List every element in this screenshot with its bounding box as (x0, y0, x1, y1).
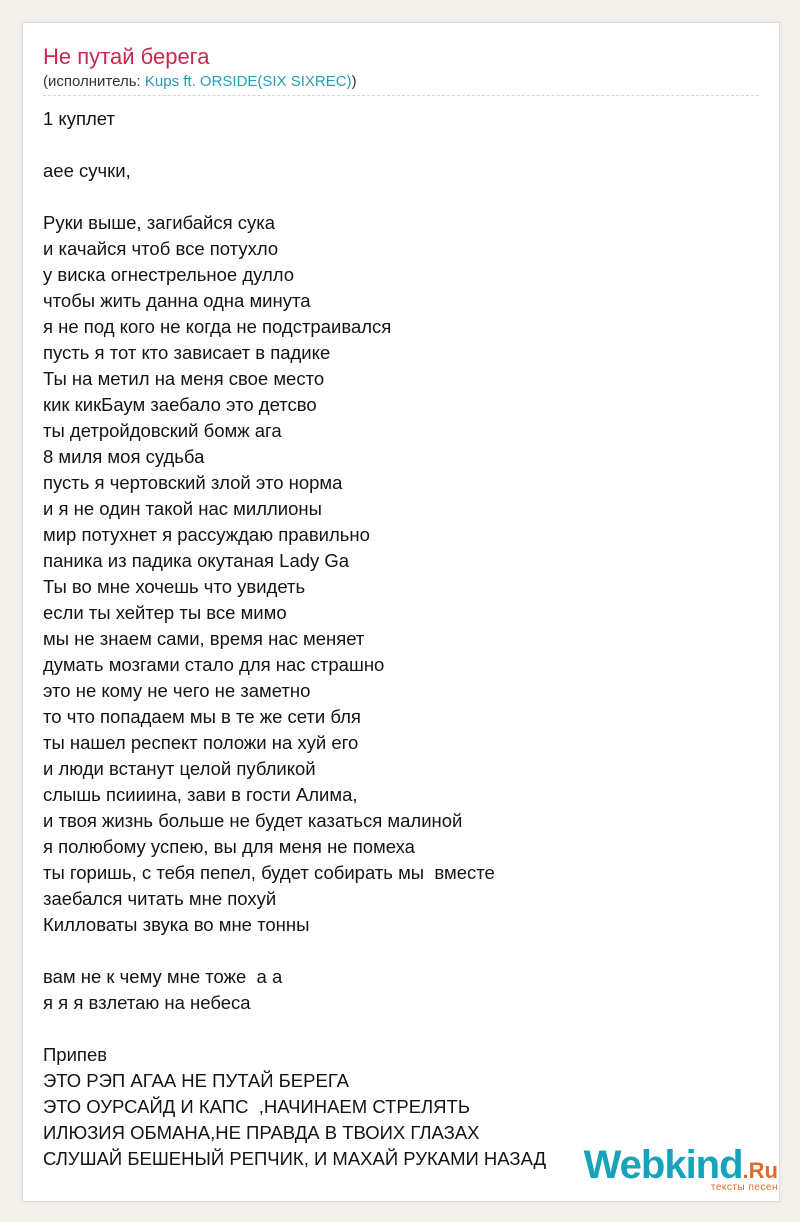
lyric-line: ИЛЮЗИЯ ОБМАНА,НЕ ПРАВДА В ТВОИХ ГЛАЗАХ (43, 1122, 480, 1143)
lyric-line: я я я взлетаю на небеса (43, 992, 251, 1013)
webkind-logo[interactable] (583, 1143, 778, 1193)
song-title: Не путай берега (43, 44, 210, 69)
lyric-line: слышь псииина, зави в гости Алима, (43, 784, 358, 805)
lyric-line: пусть я чертовский злой это норма (43, 472, 343, 493)
lyric-line: Припев (43, 1044, 108, 1065)
lyric-line: чтобы жить данна одна минута (43, 290, 311, 311)
lyrics-text (43, 106, 763, 1172)
artist-link[interactable]: Kups ft. ORSIDE(SIX SIXREC) (144, 73, 352, 90)
lyric-line: пусть я тот кто зависает в падике (43, 342, 331, 363)
lyric-line: Килловаты звука во мне тонны (43, 914, 310, 935)
artist-suffix: ) (351, 73, 357, 90)
lyric-line: аее сучки, (43, 160, 131, 181)
lyric-line: Ты во мне хочешь что увидеть (43, 576, 306, 597)
lyric-line: думать мозгами стало для нас страшно (43, 654, 385, 675)
lyric-line: и люди встанут целой публикой (43, 758, 316, 779)
lyric-line: 8 миля моя судьба (43, 446, 205, 467)
artist-line (43, 73, 357, 91)
lyric-line: вам не к чему мне тоже а а (43, 966, 283, 987)
logo-tagline: тексты песен (710, 1182, 778, 1193)
lyric-line: ты нашел респект положи на хуй его (43, 732, 359, 753)
logo-wordmark: Webkind (583, 1143, 743, 1187)
lyric-line: и качайся чтоб все потухло (43, 238, 279, 259)
lyric-line: я не под кого не когда не подстраивался (43, 316, 392, 337)
artist-prefix: (исполнитель: (43, 73, 145, 90)
lyrics-card (22, 22, 780, 1202)
lyric-line: ты горишь, с тебя пепел, будет собирать мы вместе (43, 862, 495, 883)
lyric-line (43, 938, 763, 964)
lyric-line: ты детройдовский бомж ага (43, 420, 282, 441)
lyric-line: СЛУШАЙ БЕШЕНЫЙ РЕПЧИК, И МАХАЙ РУКАМИ НАЗАД (43, 1148, 547, 1169)
lyric-line: ЭТО ОУРСАЙД И КАПС ,НАЧИНАЕМ СТРЕЛЯТЬ (43, 1096, 470, 1117)
lyric-line: Руки выше, загибайся сука (43, 212, 276, 233)
title-divider (43, 95, 759, 96)
lyric-line: это не кому не чего не заметно (43, 680, 311, 701)
lyric-line: у виска огнестрельное дулло (43, 264, 295, 285)
lyric-line: мы не знаем сами, время нас меняет (43, 628, 365, 649)
lyric-line: 1 куплет (43, 108, 115, 129)
lyric-line: паника из падика окутаная Lady Ga (43, 550, 350, 571)
lyric-line: я полюбому успею, вы для меня не помеха (43, 836, 415, 857)
lyric-line: заебался читать мне похуй (43, 888, 277, 909)
lyric-line: ЭТО РЭП АГАА НЕ ПУТАЙ БЕРЕГА (43, 1070, 349, 1091)
lyric-line: и я не один такой нас миллионы (43, 498, 322, 519)
lyric-line: то что попадаем мы в те же сети бля (43, 706, 361, 727)
lyric-line: если ты хейтер ты все мимо (43, 602, 287, 623)
lyric-line: и твоя жизнь больше не будет казаться малиной (43, 810, 463, 831)
logo-tld: .Ru (742, 1158, 778, 1183)
lyric-line (43, 184, 763, 210)
lyric-line (43, 1016, 763, 1042)
lyric-line: Ты на метил на меня свое место (43, 368, 325, 389)
lyric-line (43, 132, 763, 158)
lyric-line: кик кикБаум заебало это детсво (43, 394, 317, 415)
lyric-line: мир потухнет я рассуждаю правильно (43, 524, 370, 545)
